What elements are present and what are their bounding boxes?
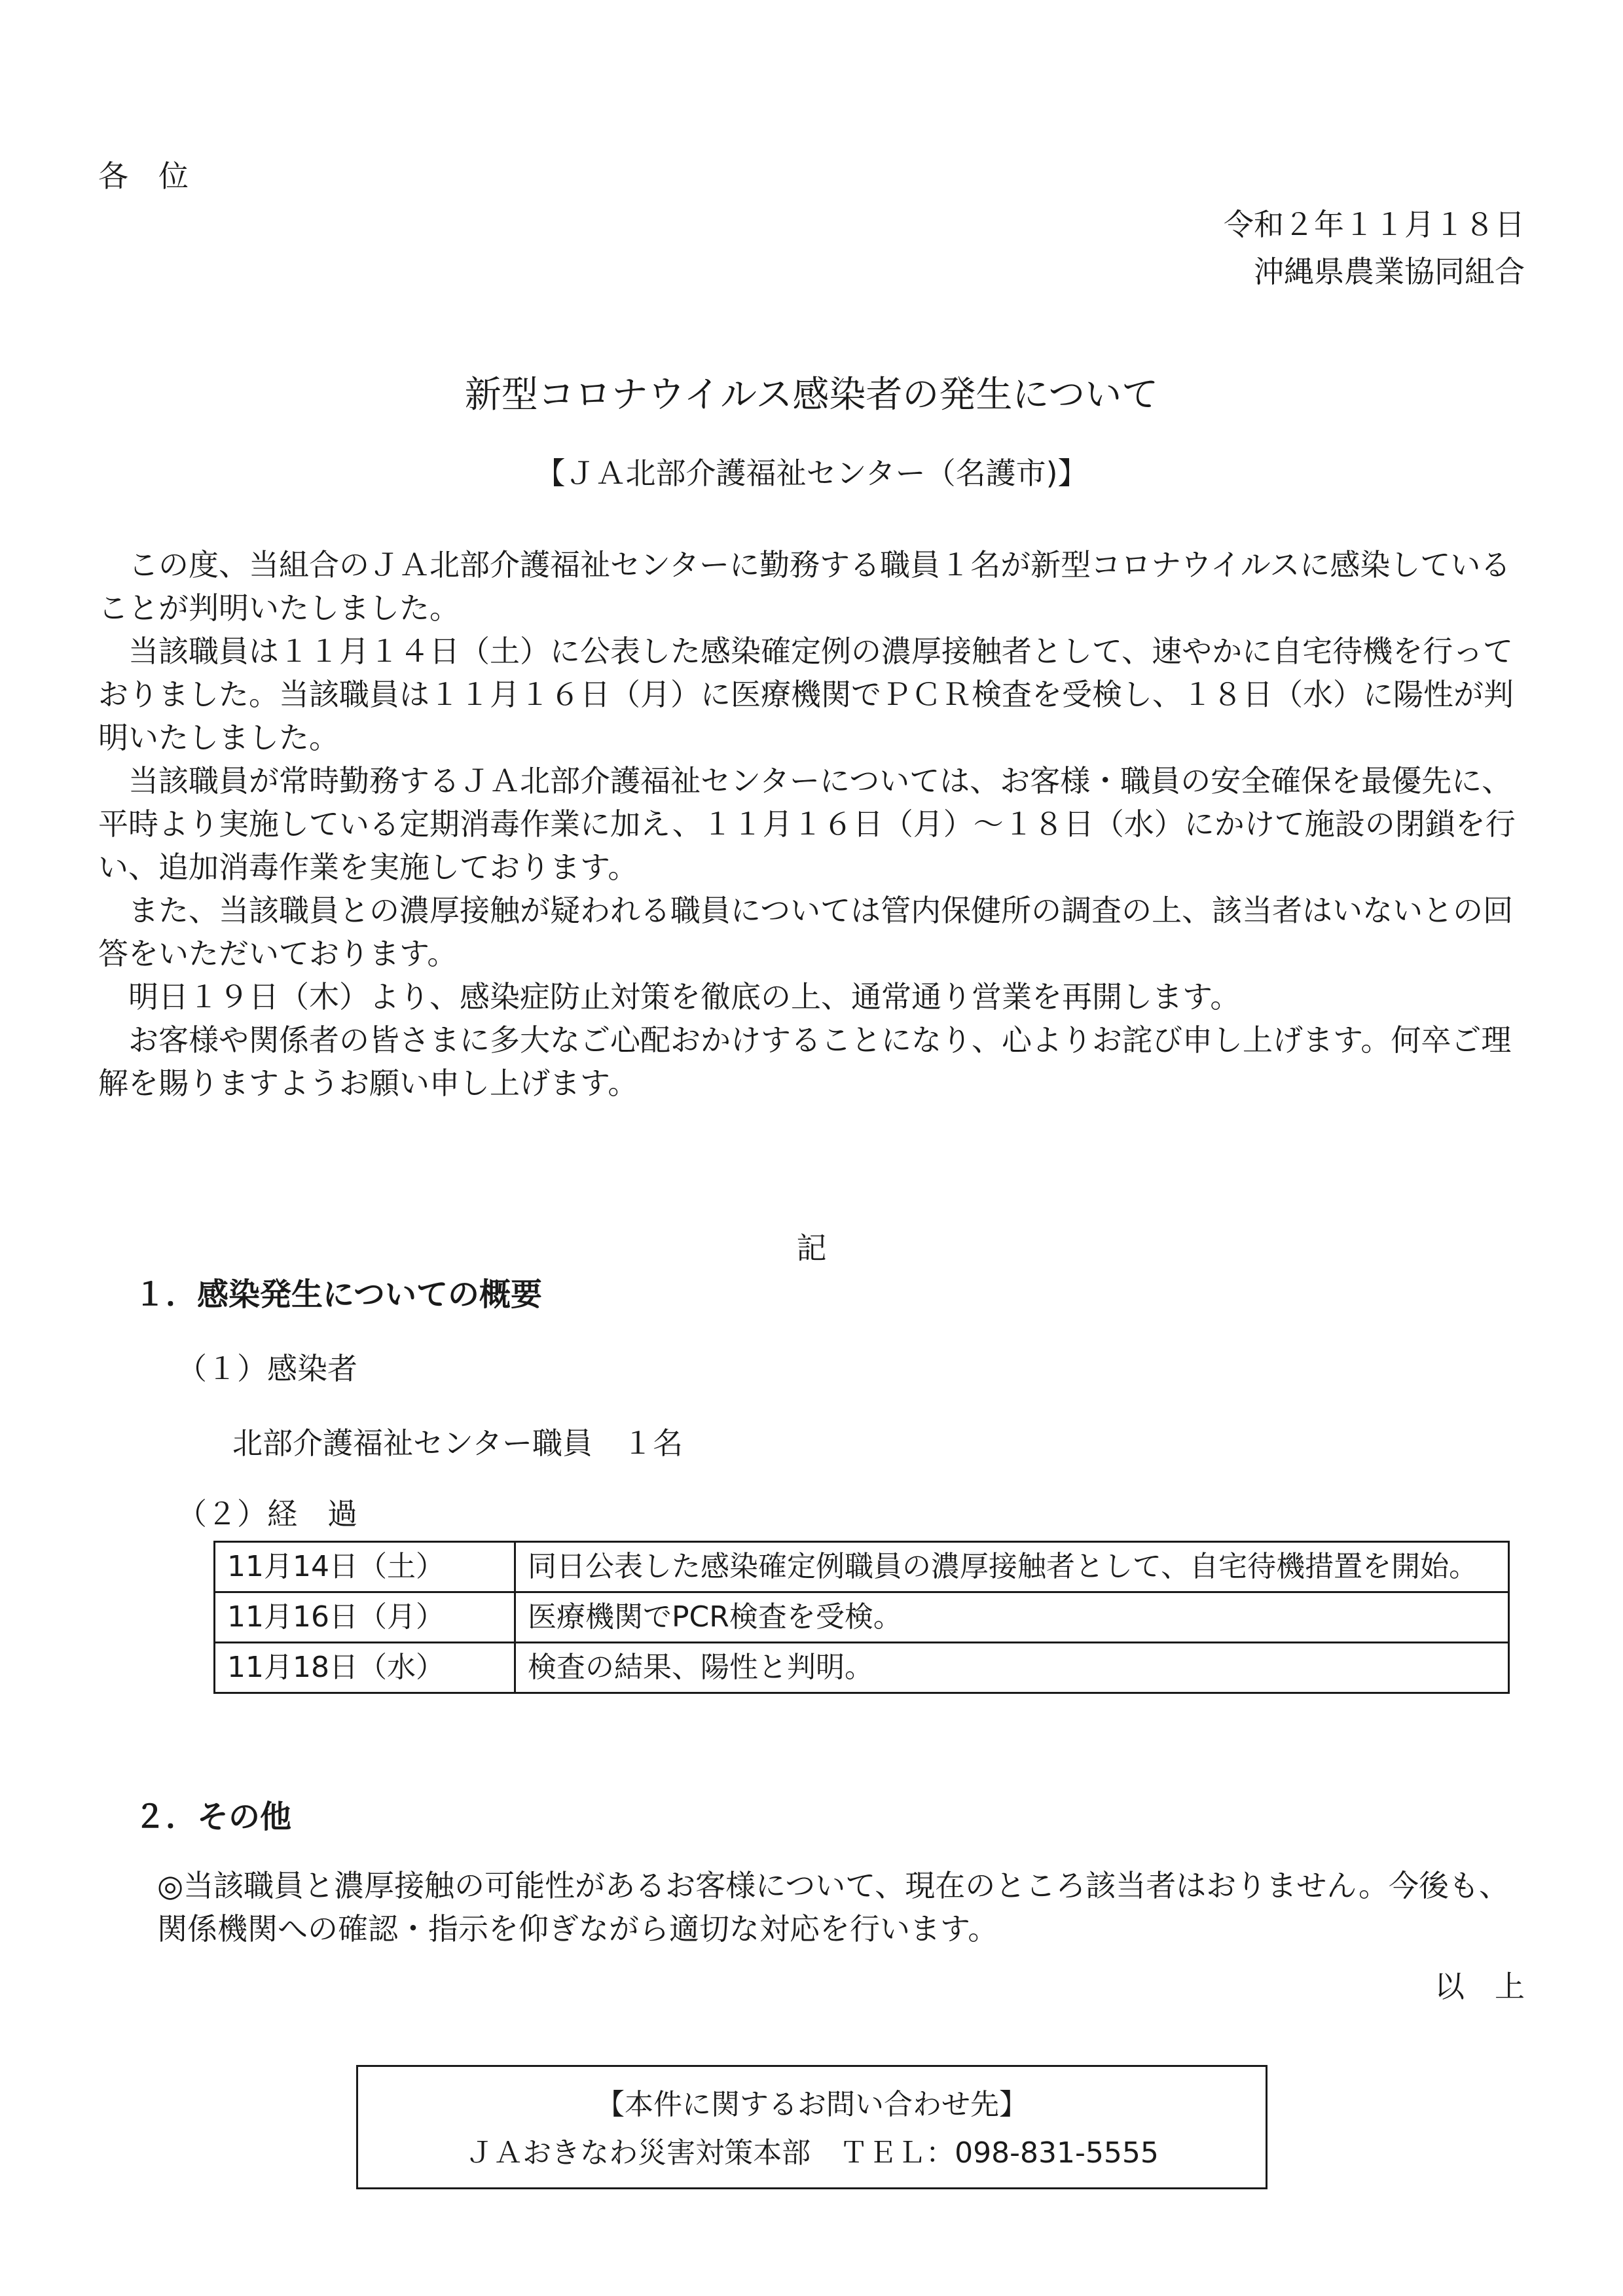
table-row (215, 1643, 1509, 1693)
infected-value: 北部介護福祉センター職員 １名 (232, 1426, 684, 1461)
body-paragraph: また、当該職員との濃厚接触が疑われる職員については管内保健所の調査の上、該当者はいないとの回答をいただいております。 (98, 893, 1514, 971)
document-subtitle: 【ＪＡ北部介護福祉センター（名護市)】 (535, 456, 1088, 491)
body-text (98, 543, 1525, 1105)
contact-title: 【本件に関するお問い合わせ先】 (596, 2088, 1028, 2121)
section2-heading: ２．その他 (134, 1799, 292, 1835)
body-paragraph: 当該職員が常時勤務するＪＡ北部介護福祉センターについては、お客様・職員の安全確保を最優先に、平時より実施している定期消毒作業に加え、１１月１６日（月）～１８日（水）にかけて施設の閉鎖を行い、追加消毒作業を実施しております。 (98, 763, 1516, 885)
contact-box (356, 2065, 1267, 2189)
table-row (215, 1592, 1509, 1643)
document-title: 新型コロナウイルス感染者の発生について (464, 374, 1159, 416)
progress-table (213, 1541, 1510, 1694)
progress-event: 医療機関でPCR検査を受検。 (515, 1592, 1509, 1643)
progress-event: 同日公表した感染確定例職員の濃厚接触者として、自宅待機措置を開始。 (515, 1542, 1509, 1592)
progress-date: 11月18日（水） (215, 1643, 515, 1693)
ki-marker: 記 (796, 1230, 827, 1266)
progress-date: 11月14日（土） (215, 1542, 515, 1592)
table-row (215, 1542, 1509, 1592)
progress-date: 11月16日（月） (215, 1592, 515, 1643)
section1-heading: １．感染発生についての概要 (134, 1276, 543, 1313)
section2-note (157, 1864, 1525, 1950)
addressee: 各 位 (98, 158, 189, 194)
section2-note-text: ◎当該職員と濃厚接触の可能性があるお客様について、現在のところ該当者はおりません。今後も、関係機関への確認・指示を仰ぎながら適切な対応を行います。 (157, 1868, 1510, 1946)
infected-label: （１）感染者 (177, 1351, 357, 1386)
body-paragraph: お客様や関係者の皆さまに多大なご心配おかけすることになり、心よりお詫び申し上げます。何卒ご理解を賜りますようお願い申し上げます。 (98, 1022, 1512, 1101)
body-paragraph: この度、当組合のＪＡ北部介護福祉センターに勤務する職員１名が新型コロナウイルスに感染していることが判明いたしました。 (98, 547, 1511, 626)
progress-event: 検査の結果、陽性と判明。 (515, 1643, 1509, 1693)
issue-date: 令和２年１１月１８日 (1224, 207, 1525, 242)
progress-label: （２）経 過 (177, 1496, 357, 1532)
body-paragraph: 当該職員は１１月１４日（土）に公表した感染確定例の濃厚接触者として、速やかに自宅待機を行っておりました。当該職員は１１月１６日（月）に医療機関でＰＣＲ検査を受検し、１８日（水）に陽性が判明いたしました。 (98, 634, 1514, 755)
issuing-organization: 沖縄県農業協同組合 (1254, 254, 1525, 289)
closing-mark: 以 上 (1434, 1969, 1525, 2004)
contact-detail: ＪＡおきなわ災害対策本部 ＴＥＬ：098-831-5555 (465, 2136, 1159, 2170)
body-paragraph: 明日１９日（木）より、感染症防止対策を徹底の上、通常通り営業を再開します。 (98, 979, 1241, 1014)
